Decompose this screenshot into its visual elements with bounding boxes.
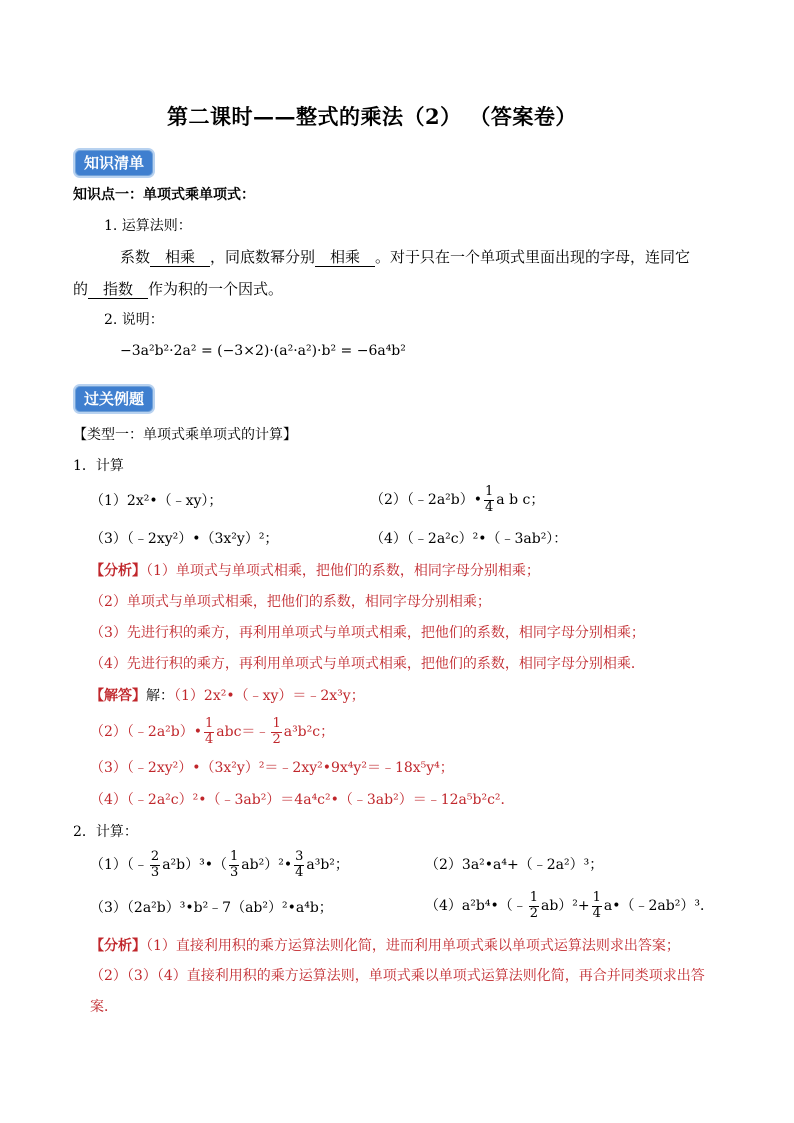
q2-analysis-1 bbox=[90, 938, 680, 955]
q1-analysis-2: （2）单项式与单项式相乘，把他们的系数，相同字母分别相乘； bbox=[90, 594, 491, 610]
q1-part-1: （1）2x²•（﹣xy）； bbox=[90, 493, 223, 509]
fraction-denominator: 3 bbox=[150, 864, 160, 880]
q2-part-4-post: a•（﹣2ab²）³． bbox=[603, 898, 714, 914]
q2-part-1-fraction-2 bbox=[229, 850, 239, 880]
q1-part-2-fraction bbox=[484, 485, 494, 515]
q1-part-2-pre: （2）（﹣2a²b）• bbox=[370, 492, 482, 508]
fill-blank-3: 指数 bbox=[88, 281, 148, 299]
knowledge-point-heading: 知识点一：单项式乘单项式： bbox=[73, 187, 255, 203]
q1-analysis-4: （4）先进行积的乘方，再利用单项式与单项式相乘，把他们的系数，相同字母分别相乘． bbox=[90, 656, 645, 672]
q2-part-1-post: a³b²； bbox=[306, 857, 349, 873]
q1-part-3: （3）（﹣2xy²）•（3x²y）²； bbox=[90, 531, 279, 547]
fraction-numerator: 3 bbox=[295, 849, 304, 865]
answer-2-fraction-1 bbox=[204, 717, 214, 747]
q1-part-2-post: a b c； bbox=[496, 492, 545, 508]
q2-part-4 bbox=[425, 889, 714, 923]
fill-blank-1: 相乘 bbox=[150, 249, 210, 267]
fraction-numerator: 1 bbox=[230, 849, 239, 865]
answer-intro: 解： bbox=[146, 688, 174, 704]
rule-text-line1 bbox=[120, 248, 690, 267]
rule-item-1: 1. 运算法则： bbox=[104, 218, 192, 234]
example-formula: −3a²b²·2a² = (−3×2)·(a²·a²)·b² = −6a⁴b² bbox=[120, 343, 406, 359]
analysis-text: （1）直接利用积的乘方运算法则化简，进而利用单项式乘以单项式运算法则求出答案； bbox=[146, 938, 680, 954]
q2-part-4-fraction-1 bbox=[529, 891, 539, 921]
fraction-numerator: 1 bbox=[205, 716, 214, 732]
q1-stem: 1．计算 bbox=[73, 458, 124, 474]
q2-part-1-fraction-1 bbox=[150, 850, 160, 880]
q2-analysis-2-continued: 案． bbox=[90, 999, 118, 1015]
q2-part-4-pre: （4）a²b⁴•（﹣ bbox=[425, 898, 527, 914]
q2-part-3: （3）（2a²b）³•b²﹣7（ab²）²•a⁴b； bbox=[90, 900, 333, 916]
fill-blank-2: 相乘 bbox=[315, 249, 375, 267]
rule-part-c: 。对于只在一个单项式里面出现的字母，连同它 bbox=[375, 248, 691, 266]
q1-answer-2 bbox=[90, 715, 334, 749]
analysis-tag: 【分析】 bbox=[90, 938, 146, 954]
page-title: 第二课时——整式的乘法（2） （答案卷） bbox=[167, 104, 577, 129]
analysis-text: （1）单项式与单项式相乘，把他们的系数，相同字母分别相乘； bbox=[146, 563, 540, 579]
rule-part-d: 的 bbox=[73, 280, 89, 298]
q1-analysis-3: （3）先进行积的乘方，再利用单项式与单项式相乘，把他们的系数，相同字母分别相乘； bbox=[90, 625, 645, 641]
section-badge-examples: 过关例题 bbox=[73, 384, 155, 414]
answer-2-mid: abc＝﹣ bbox=[216, 724, 270, 740]
q2-part-1-mid-2: ab²）²• bbox=[241, 857, 293, 873]
q2-part-2: （2）3a²•a⁴+（﹣2a²）³； bbox=[425, 857, 604, 873]
fraction-denominator: 2 bbox=[272, 731, 281, 747]
answer-2-post: a³b²c； bbox=[283, 724, 335, 740]
q1-analysis-1 bbox=[90, 563, 540, 580]
fraction-denominator: 4 bbox=[205, 731, 214, 747]
fraction-numerator: 1 bbox=[529, 890, 538, 906]
rule-part-a: 系数 bbox=[120, 248, 151, 266]
analysis-tag: 【分析】 bbox=[90, 563, 146, 579]
q2-stem: 2．计算： bbox=[73, 824, 138, 840]
fraction-numerator: 1 bbox=[592, 890, 601, 906]
q2-part-1-mid-1: a²b）³•（ bbox=[162, 857, 227, 873]
answer-2-pre: （2）（﹣2a²b）• bbox=[90, 724, 202, 740]
fraction-denominator: 4 bbox=[592, 905, 601, 921]
q2-analysis-2: （2）（3）（4）直接利用积的乘方运算法则，单项式乘以单项式运算法则化简，再合并同类项求出答 bbox=[90, 968, 705, 984]
type-heading: 【类型一：单项式乘单项式的计算】 bbox=[73, 427, 297, 443]
q1-answer-3: （3）（﹣2xy²）•（3x²y）²＝﹣2xy²•9x⁴y²＝﹣18x⁵y⁴； bbox=[90, 760, 454, 776]
q2-part-1-fraction-3 bbox=[294, 850, 304, 880]
rule-part-b: ，同底数幂分别 bbox=[210, 248, 316, 266]
q1-answer-1 bbox=[90, 688, 365, 705]
fraction-numerator: 1 bbox=[272, 716, 281, 732]
section-badge-knowledge: 知识清单 bbox=[73, 148, 155, 178]
q2-part-1-pre: （1）（﹣ bbox=[90, 857, 148, 873]
rule-text-line2 bbox=[73, 280, 283, 299]
rule-item-2: 2. 说明： bbox=[104, 312, 164, 328]
q2-part-4-fraction-2 bbox=[592, 891, 602, 921]
rule-part-e: 作为积的一个因式。 bbox=[148, 280, 284, 298]
q2-part-1 bbox=[90, 848, 349, 882]
fraction-denominator: 2 bbox=[529, 905, 538, 921]
answer-tag: 【解答】 bbox=[90, 688, 146, 704]
q2-part-4-mid: ab）²+ bbox=[540, 898, 590, 914]
fraction-numerator: 1 bbox=[485, 484, 494, 500]
fraction-denominator: 3 bbox=[230, 864, 239, 880]
fraction-denominator: 4 bbox=[485, 499, 494, 515]
answer-2-fraction-2 bbox=[271, 717, 281, 747]
q1-part-4: （4）（﹣2a²c）²•（﹣3ab²）： bbox=[370, 531, 568, 547]
fraction-numerator: 2 bbox=[150, 849, 160, 865]
q1-answer-4: （4）（﹣2a²c）²•（﹣3ab²）＝4a⁴c²•（﹣3ab²）＝﹣12a⁵b²c²． bbox=[90, 792, 515, 808]
fraction-denominator: 4 bbox=[295, 864, 304, 880]
answer-text: （1）2x²•（﹣xy）＝﹣2x³y； bbox=[174, 688, 365, 704]
q1-part-2 bbox=[370, 483, 544, 517]
